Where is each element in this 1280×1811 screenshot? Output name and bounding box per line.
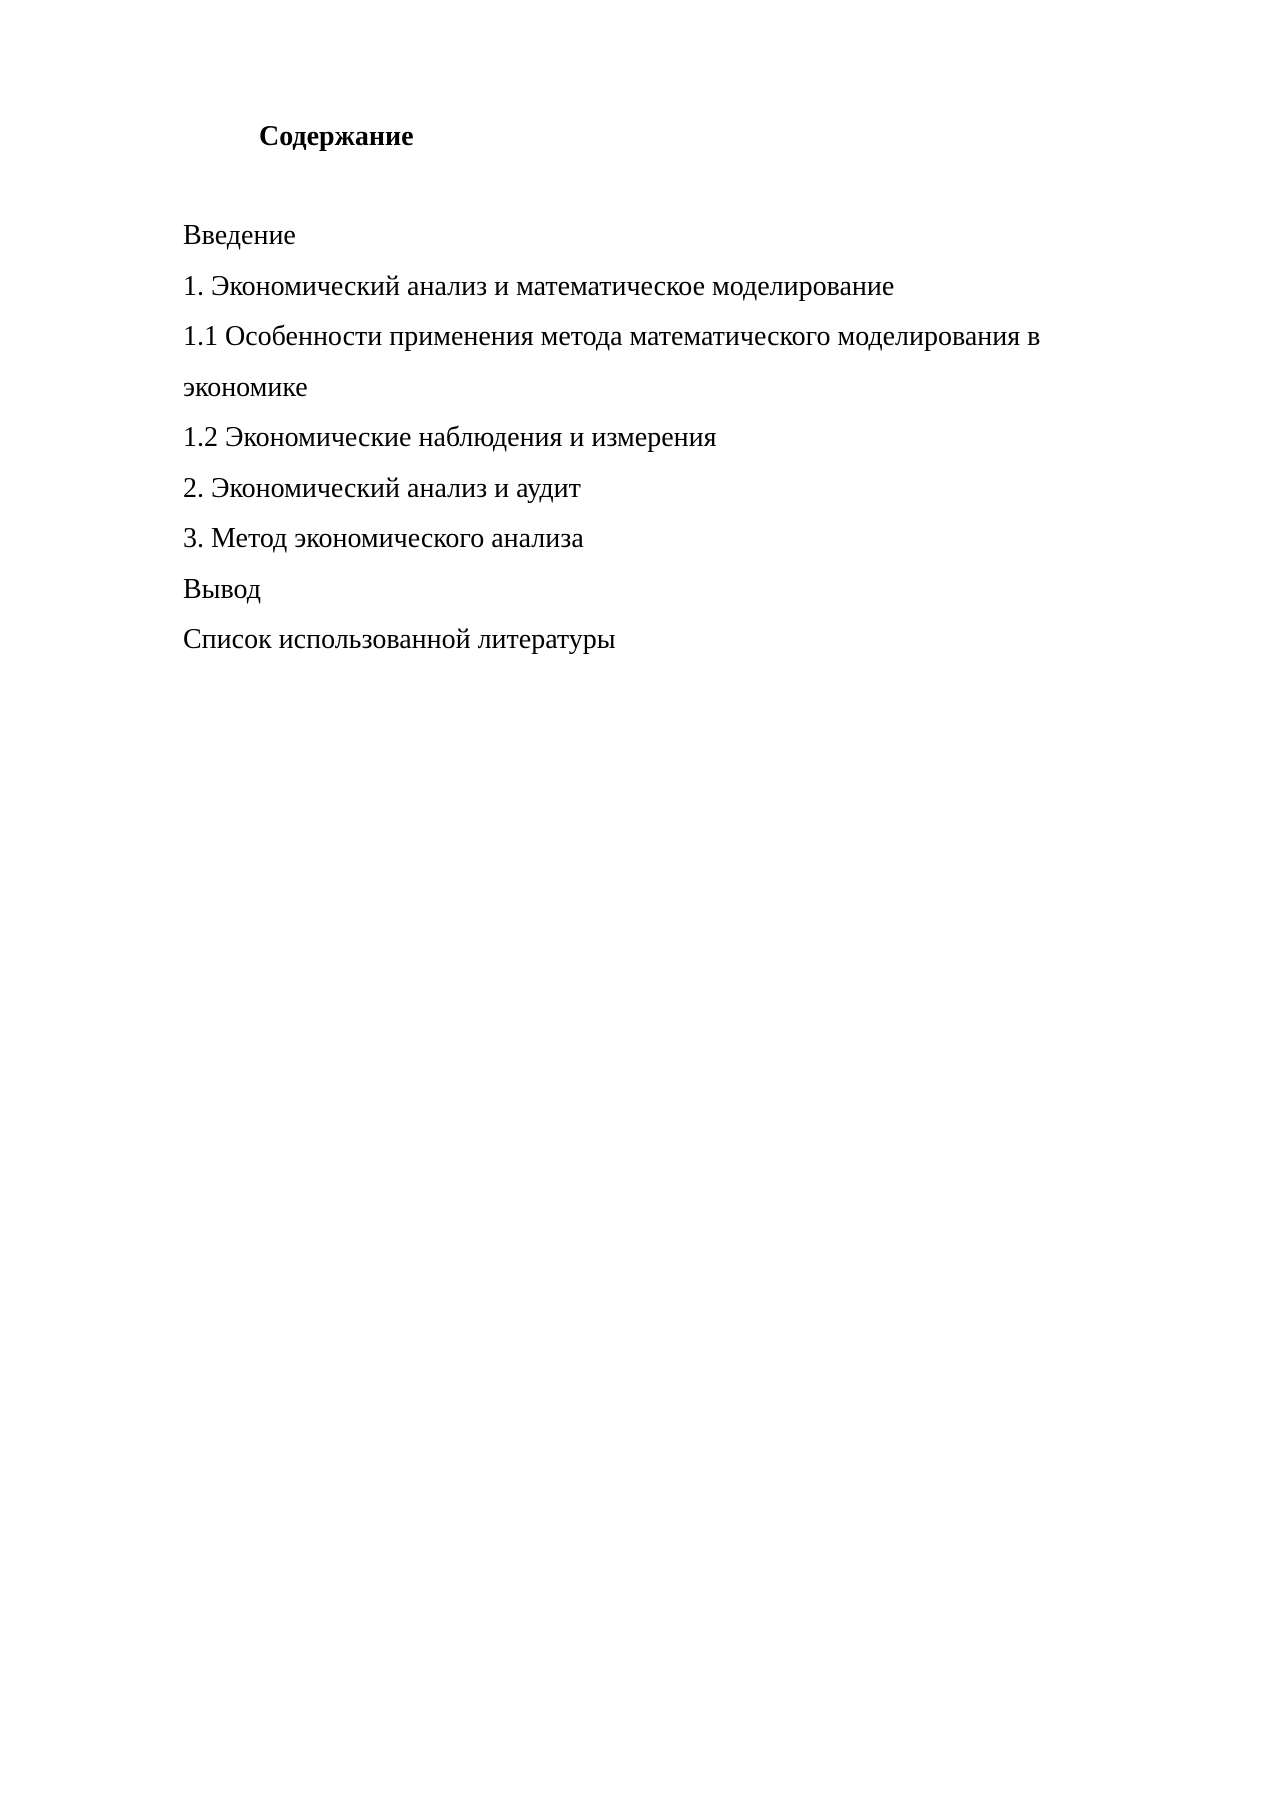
toc-item-section-1-1: 1.1 Особенности применения метода математического моделирования в экономике <box>183 321 1041 403</box>
toc-item-introduction: Введение <box>183 220 296 251</box>
table-of-contents <box>183 211 1123 666</box>
toc-item-section-3: 3. Метод экономического анализа <box>183 523 584 554</box>
toc-item-references: Список использованной литературы <box>183 624 616 655</box>
page-title: Содержание <box>259 121 414 152</box>
toc-item-conclusion: Вывод <box>183 573 261 605</box>
toc-item-section-2: 2. Экономический анализ и аудит <box>183 472 581 504</box>
toc-item-section-1: 1. Экономический анализ и математическое моделирование <box>183 270 895 302</box>
toc-item-section-1-2: 1.2 Экономические наблюдения и измерения <box>183 422 717 453</box>
